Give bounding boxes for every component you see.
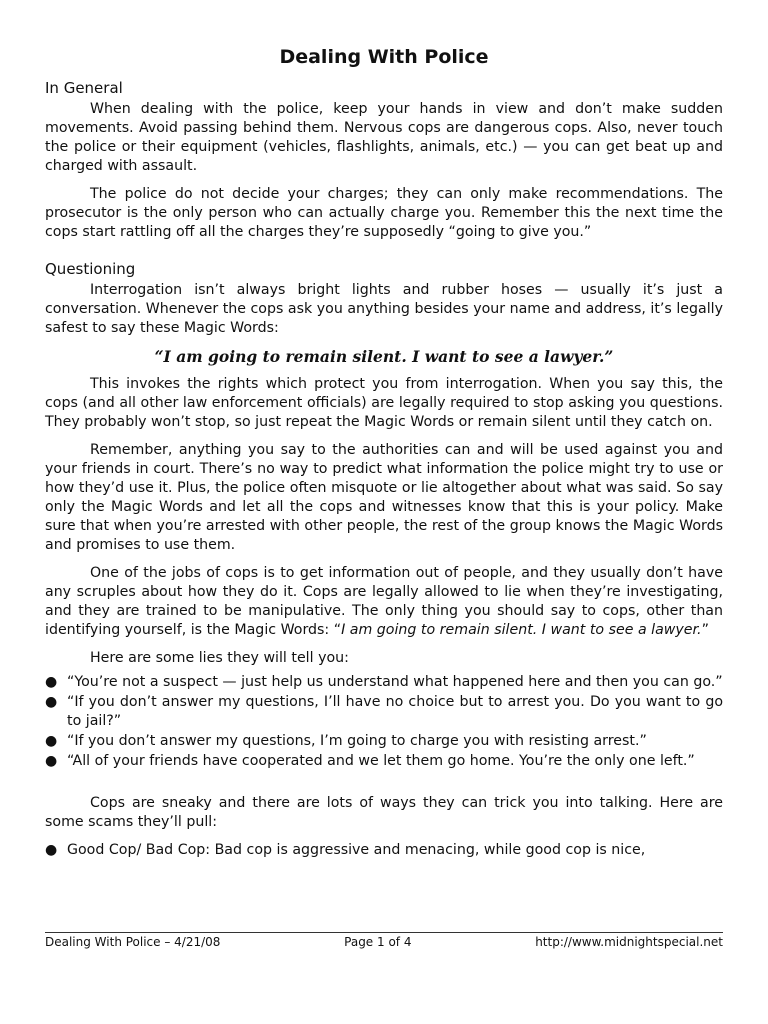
list-item <box>45 693 723 731</box>
list-item-text: “You’re not a suspect — just help us understand what happened here and then you can go.” <box>67 674 723 690</box>
paragraph: This invokes the rights which protect you from interrogation. When you say this, the cops (and all other law enforcement officials) are legally required to stop asking you questions. They probably won’t stop, so just repeat the Magic Words or remain silent until they catch on. <box>45 376 723 430</box>
paragraph <box>45 564 723 640</box>
list-item-text: “If you don’t answer my questions, I’ll have no choice but to arrest you. Do you want to go to jail?” <box>67 694 723 729</box>
paragraph: The police do not decide your charges; they can only make recommendations. The prosecutor is the only person who can actually charge you. Remember this the next time the cops start rattling off all the charges they’re supposedly “going to give you.” <box>45 186 723 240</box>
list-item <box>45 673 723 692</box>
scams-list <box>45 841 723 860</box>
magic-words-inline: I am going to remain silent. I want to see a lawyer. <box>341 622 702 638</box>
section-heading-questioning: Questioning <box>45 260 136 278</box>
list-item-text: “All of your friends have cooperated and we let them go home. You’re the only one left.” <box>67 753 695 769</box>
list-item <box>45 841 723 860</box>
paragraph-text: One of the jobs of cops is to get information out of people, and they usually don’t have any scruples about how they do it. Cops are legally allowed to lie when they’re investigating, and they are trained to be manipulative. The only thing you should say to cops, other than identifying yourself, is the Magic Words: “ <box>45 565 723 638</box>
section-heading-in-general: In General <box>45 79 123 97</box>
paragraph: Cops are sneaky and there are lots of ways they can trick you into talking. Here are some scams they’ll pull: <box>45 795 723 830</box>
paragraph: Interrogation isn’t always bright lights and rubber hoses — usually it’s just a conversation. Whenever the cops ask you anything besides your name and address, it’s legally safest to say these Magic Words: <box>45 282 723 336</box>
spacer <box>45 772 723 794</box>
document-page <box>45 44 723 861</box>
footer-url: http://www.midnightspecial.net <box>535 935 723 949</box>
list-item <box>45 752 723 771</box>
footer-document-title: Dealing With Police – 4/21/08 <box>45 935 221 949</box>
page-footer <box>45 932 723 950</box>
magic-words-quote: “I am going to remain silent. I want to see a lawyer.” <box>154 347 614 366</box>
bullet-icon: ● <box>45 674 58 690</box>
bullet-icon: ● <box>45 733 58 749</box>
footer-page-number: Page 1 of 4 <box>344 935 412 949</box>
bullet-icon: ● <box>45 694 58 710</box>
document-title: Dealing With Police <box>279 46 489 68</box>
list-item <box>45 732 723 751</box>
bullet-icon: ● <box>45 753 58 769</box>
paragraph: Remember, anything you say to the authorities can and will be used against you and your friends in court. There’s no way to predict what information the police might try to use or how they’d use it. Plus, the police often misquote or lie altogether about what was said. So say only the Magic Words and let all the cops and witnesses know that this is your policy. Make sure that when you’re arrested with other people, the rest of the group knows the Magic Words and promises to use them. <box>45 442 723 553</box>
paragraph: When dealing with the police, keep your hands in view and don’t make sudden movements. Avoid passing behind them. Nervous cops are dangerous cops. Also, never touch the police or their equipment (vehicles, flashlights, animals, etc.) — you can get beat up and charged with assault. <box>45 101 723 174</box>
lies-intro: Here are some lies they will tell you: <box>90 650 349 666</box>
list-item-text: Good Cop/ Bad Cop: Bad cop is aggressive and menacing, while good cop is nice, <box>67 842 646 858</box>
lies-list <box>45 673 723 771</box>
bullet-icon: ● <box>45 842 58 858</box>
list-item-text: “If you don’t answer my questions, I’m going to charge you with resisting arrest.” <box>67 733 647 749</box>
closing-quote: ” <box>701 622 709 638</box>
